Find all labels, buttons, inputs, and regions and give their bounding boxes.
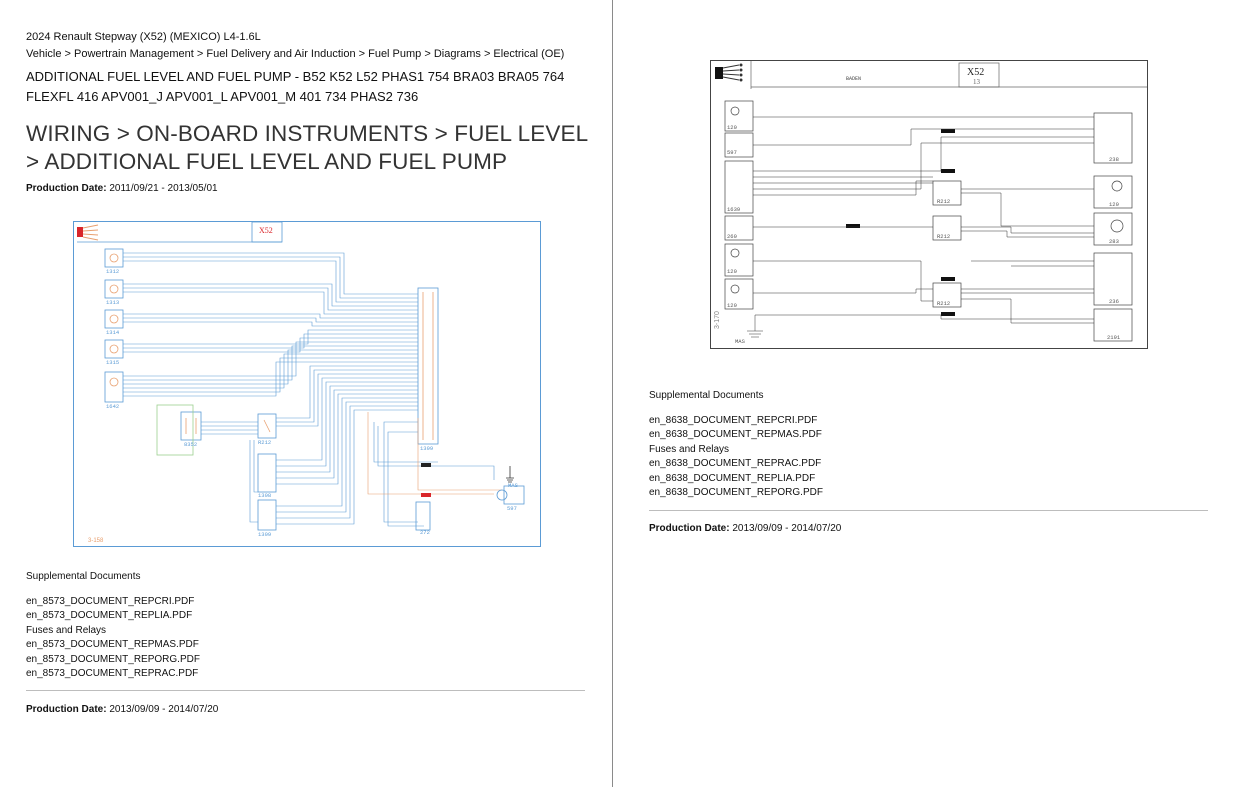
production-date xyxy=(26,183,218,194)
svg-text:MAS: MAS xyxy=(508,482,518,489)
svg-text:1642: 1642 xyxy=(106,403,120,410)
svg-text:597: 597 xyxy=(507,505,517,512)
ground-icon xyxy=(747,331,763,337)
svg-text:2191: 2191 xyxy=(1107,334,1121,341)
svg-text:1312: 1312 xyxy=(106,268,120,275)
svg-text:260: 260 xyxy=(727,233,737,240)
svg-text:MAS: MAS xyxy=(735,338,745,345)
svg-text:1639: 1639 xyxy=(727,206,741,213)
production-date-label: Production Date: xyxy=(649,523,730,534)
wiring-diagram-svg xyxy=(711,61,1147,348)
svg-text:1315: 1315 xyxy=(106,359,120,366)
document-link[interactable]: en_8573_DOCUMENT_REPRAC.PDF xyxy=(26,668,199,680)
svg-text:272: 272 xyxy=(420,529,430,536)
svg-text:R212: R212 xyxy=(937,233,951,240)
svg-text:1308: 1308 xyxy=(258,492,272,499)
diagram-page-number: 3-158 xyxy=(88,538,104,544)
connector-red-icon xyxy=(77,227,83,237)
left-document-page xyxy=(0,0,612,787)
svg-text:120: 120 xyxy=(727,268,737,275)
supplemental-documents-title: Supplemental Documents xyxy=(26,571,141,582)
supplemental-documents-title: Supplemental Documents xyxy=(649,390,764,401)
breadcrumb: Vehicle > Powertrain Management > Fuel Delivery and Air Induction > Fuel Pump > Diagrams > Electrical (OE) xyxy=(26,48,565,60)
svg-text:120: 120 xyxy=(1109,201,1119,208)
svg-text:597: 597 xyxy=(727,149,737,156)
svg-text:283: 283 xyxy=(1109,238,1119,245)
production-date-label: Production Date: xyxy=(26,704,107,715)
svg-text:R212: R212 xyxy=(937,198,951,205)
page-heading: WIRING > ON-BOARD INSTRUMENTS > FUEL LEVEL > ADDITIONAL FUEL LEVEL AND FUEL PUMP xyxy=(26,121,588,174)
document-link[interactable]: en_8638_DOCUMENT_REPLIA.PDF xyxy=(649,472,816,484)
diagram-ref-label: X52 xyxy=(259,226,273,235)
document-link[interactable]: en_8638_DOCUMENT_REPORG.PDF xyxy=(649,487,823,499)
document-link[interactable]: Fuses and Relays xyxy=(649,443,730,455)
connector-black-icon xyxy=(715,67,723,79)
svg-text:R212: R212 xyxy=(258,439,272,446)
section-divider xyxy=(649,510,1208,511)
svg-text:8352: 8352 xyxy=(184,441,198,448)
document-link[interactable]: en_8638_DOCUMENT_REPMAS.PDF xyxy=(649,429,822,441)
svg-text:1399: 1399 xyxy=(420,445,434,452)
document-link[interactable]: en_8638_DOCUMENT_REPCRI.PDF xyxy=(649,415,818,426)
supplemental-documents-list xyxy=(649,414,823,500)
wiring-diagram-fuel-pump[interactable] xyxy=(710,60,1148,349)
svg-text:120: 120 xyxy=(727,124,737,131)
svg-text:238: 238 xyxy=(1109,156,1119,163)
connector-red-icon xyxy=(421,493,431,497)
section-divider xyxy=(26,690,585,691)
supplemental-documents-list xyxy=(26,595,200,681)
svg-text:120: 120 xyxy=(727,302,737,309)
diagram-ref-sub: 13 xyxy=(973,78,980,86)
diagram-ref-label: X52 xyxy=(967,67,985,78)
production-date-value: 2013/09/09 - 2014/07/20 xyxy=(109,704,219,715)
document-link[interactable]: en_8573_DOCUMENT_REPLIA.PDF xyxy=(26,610,193,622)
production-date-label: Production Date: xyxy=(26,183,107,194)
vehicle-title: 2024 Renault Stepway (X52) (MEXICO) L4-1.6L xyxy=(26,31,261,43)
production-date xyxy=(649,523,841,534)
svg-text:BADEN: BADEN xyxy=(846,76,862,82)
svg-text:1314: 1314 xyxy=(106,329,120,336)
document-link[interactable]: en_8638_DOCUMENT_REPRAC.PDF xyxy=(649,458,822,470)
right-document-page xyxy=(620,0,1237,787)
svg-text:236: 236 xyxy=(1109,298,1119,305)
svg-text:1309: 1309 xyxy=(258,531,272,538)
production-date-value: 2011/09/21 - 2013/05/01 xyxy=(109,183,218,194)
page-separator xyxy=(612,0,613,787)
wiring-diagram-fuel-level[interactable] xyxy=(73,221,541,547)
ground-icon xyxy=(506,466,514,482)
document-link[interactable]: Fuses and Relays xyxy=(26,624,107,636)
production-date-value: 2013/09/09 - 2014/07/20 xyxy=(732,523,842,534)
svg-text:R212: R212 xyxy=(937,300,951,307)
diagram-subtitle: ADDITIONAL FUEL LEVEL AND FUEL PUMP - B52 K52 L52 PHAS1 754 BRA03 BRA05 764 FLEXFL 416 APV001_J APV001_L APV001_M 401 734 PHAS2 736 xyxy=(26,69,565,104)
document-link[interactable]: en_8573_DOCUMENT_REPMAS.PDF xyxy=(26,639,199,651)
document-link[interactable]: en_8573_DOCUMENT_REPORG.PDF xyxy=(26,653,200,665)
production-date-2 xyxy=(26,704,218,715)
document-link[interactable]: en_8573_DOCUMENT_REPCRI.PDF xyxy=(26,596,195,607)
wiring-diagram-svg xyxy=(74,222,540,546)
diagram-page-number: 3-170 xyxy=(714,311,721,329)
svg-text:1313: 1313 xyxy=(106,299,120,306)
